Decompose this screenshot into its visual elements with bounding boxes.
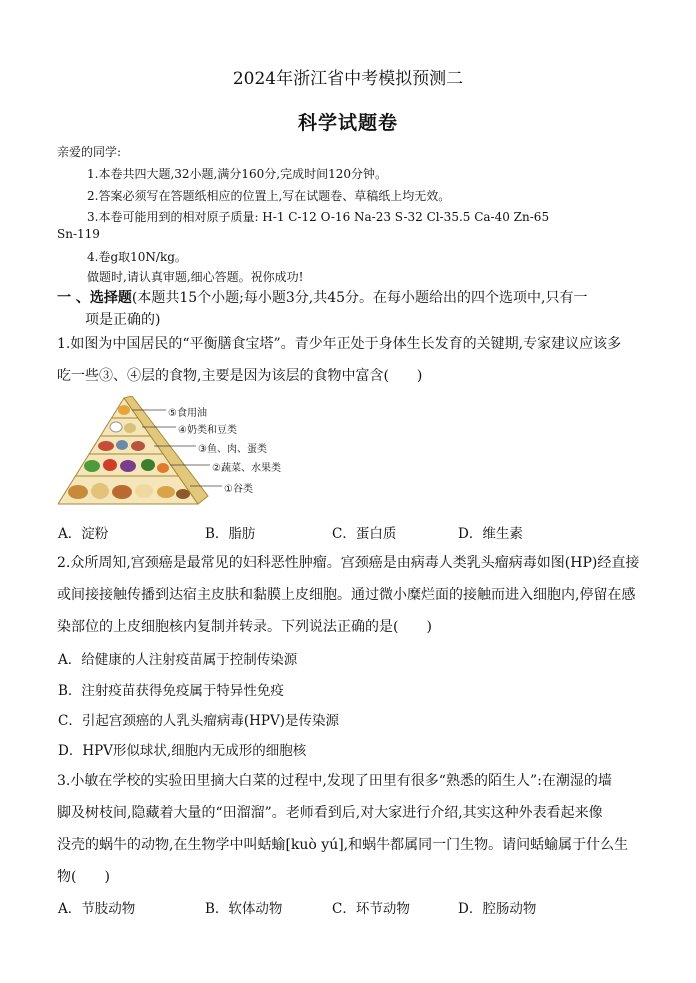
question-1-option-b: B．脂肪: [205, 526, 256, 542]
note-3-continued: Sn-119: [57, 227, 100, 241]
food-pyramid-figure: [58, 396, 281, 514]
section-description: (本题共15个小题;每小题3分,共45分。在每小题给出的四个选项中,只有一: [131, 290, 588, 306]
question-1-line-2: 吃一些③、④层的食物,主要是因为该层的食物中富含( ): [57, 368, 423, 384]
note-3: 3.本卷可能用到的相对原子质量: H-1 C-12 O-16 Na-23 S-32 Cl-35.5 Ca-40 Zn-65: [87, 210, 550, 224]
question-2-option-c: C．引起宫颈癌的人乳头瘤病毒(HPV)是传染源: [58, 713, 339, 729]
question-3-line-2: 脚及树枝间,隐藏着大量的“田溜溜”。老师看到后,对大家进行介绍,其实这种外表看起来像: [57, 805, 603, 821]
exam-subtitle: 科学试题卷: [297, 112, 398, 134]
question-2-line-1: 2.众所周知,宫颈癌是最常见的妇科恶性肿瘤。宫颈癌是由病毒人类乳头瘤病毒如图(HP)经直接: [57, 555, 640, 571]
question-2-line-3: 染部位的上皮细胞核内复制并转录。下列说法正确的是( ): [57, 619, 432, 635]
question-3-option-c: C．环节动物: [332, 901, 410, 917]
question-2: [57, 547, 656, 643]
question-2-option-a: A．给健康的人注射疫苗属于控制传染源: [58, 652, 298, 668]
question-1-option-a: A．淀粉: [58, 526, 109, 542]
question-2-option-b: B．注射疫苗获得免疫属于特异性免疫: [58, 683, 284, 699]
note-2: 2.答案必须写在答题纸相应的位置上,写在试题卷、草稿纸上均无效。: [87, 189, 451, 203]
question-1-line-1: 1.如图为中国居民的“平衡膳食宝塔”。青少年正处于身体生长发育的关键期,专家建议应该多: [57, 336, 622, 352]
note-5: 做题时,请认真审题,细心答题。祝你成功!: [87, 270, 304, 284]
question-3-option-a: A．节肢动物: [58, 901, 136, 917]
pyramid-label-3: ③鱼、肉、蛋类: [198, 444, 267, 455]
note-1: 1.本卷共四大题,32小题,满分160分,完成时间120分钟。: [87, 167, 387, 181]
question-2-line-2: 或间接接触传播到达宿主皮肤和黏膜上皮细胞。通过微小糜烂面的接触而进入细胞内,停留在感: [57, 587, 636, 603]
question-3-line-3: 没壳的蜗牛的动物,在生物学中叫蛞蝓[kuò yú],和蜗牛都属同一门生物。请问蛞蝓属于什么生: [57, 837, 629, 853]
note-4: 4.卷g取10N/kg。: [87, 250, 187, 264]
question-1-option-c: C．蛋白质: [332, 526, 397, 542]
question-3: [57, 765, 656, 893]
pyramid-label-2: ②蔬菜、水果类: [212, 463, 281, 474]
question-3-option-b: B．软体动物: [205, 901, 283, 917]
question-3-option-d: D．腔肠动物: [458, 901, 537, 917]
question-1-option-d: D．维生素: [458, 526, 523, 542]
section-description-2: 项是正确的): [85, 312, 161, 328]
exam-title: 2024年浙江省中考模拟预测二: [232, 69, 464, 89]
question-3-line-1: 3.小敏在学校的实验田里摘大白菜的过程中,发现了田里有很多“熟悉的陌生人”:在潮湿的墙: [57, 773, 612, 789]
question-2-option-d: D．HPV形似球状,细胞内无成形的细胞核: [58, 743, 307, 759]
pyramid-label-4: ④奶类和豆类: [178, 425, 237, 436]
pyramid-label-1: ①谷类: [224, 484, 253, 495]
question-1: [57, 328, 656, 392]
section-title: 一 、选择题: [57, 290, 132, 306]
question-3-line-4: 物( ): [57, 869, 110, 885]
section-heading: [57, 287, 656, 331]
pyramid-label-5: ⑤食用油: [168, 408, 207, 419]
greeting: 亲爱的同学:: [57, 145, 122, 159]
